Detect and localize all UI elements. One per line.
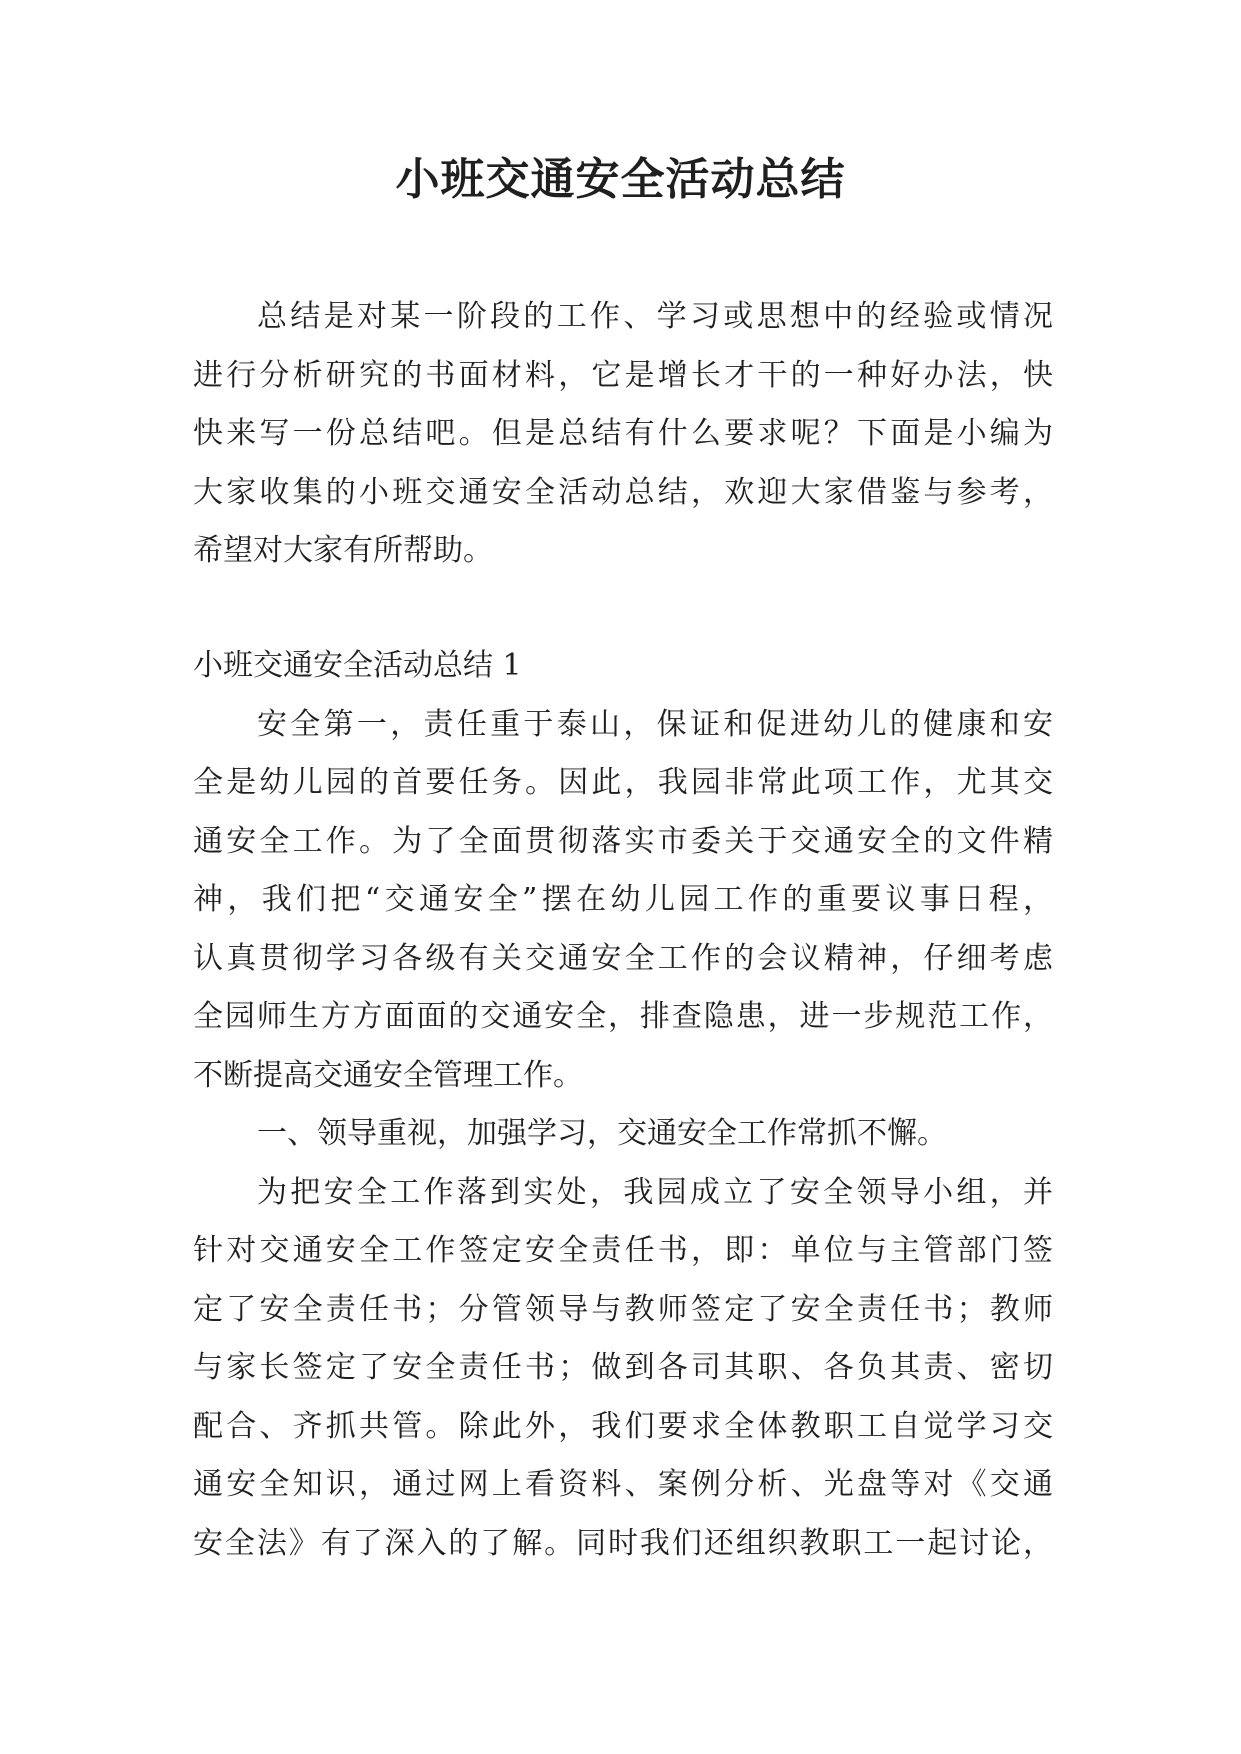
paragraph-2-line: 安全法》有了深入的了解。同时我们还组织教职工一起讨论， [193, 1525, 1053, 1561]
paragraph-2-line: 针对交通安全工作签定安全责任书，即：单位与主管部门签 [193, 1233, 1053, 1268]
paragraph-2-line: 定了安全责任书；分管领导与教师签定了安全责任书；教师 [193, 1291, 1053, 1327]
intro-line: 大家收集的小班交通安全活动总结，欢迎大家借鉴与参考， [193, 474, 1053, 510]
paragraph-2-line: 通安全知识，通过网上看资料、案例分析、光盘等对《交通 [193, 1467, 1053, 1502]
paragraph-1-line: 安全第一，责任重于泰山，保证和促进幼儿的健康和安 [257, 706, 1053, 742]
paragraph-1-line: 不断提高交通安全管理工作。 [193, 1057, 583, 1093]
paragraph-2-line: 为把安全工作落到实处，我园成立了安全领导小组，并 [257, 1174, 1053, 1210]
intro-line: 总结是对某一阶段的工作、学习或思想中的经验或情况 [257, 299, 1053, 334]
paragraph-2-line: 与家长签定了安全责任书；做到各司其职、各负其责、密切 [193, 1350, 1053, 1385]
document-title: 小班交通安全活动总结 [395, 154, 846, 205]
intro-line: 进行分析研究的书面材料，它是增长才干的一种好办法，快 [193, 357, 1053, 393]
paragraph-1-line: 全园师生方方面面的交通安全，排查隐患，进一步规范工作， [193, 999, 1053, 1034]
paragraph-1-line: 全是幼儿园的首要任务。因此，我园非常此项工作，尤其交 [193, 765, 1053, 800]
paragraph-2-line: 配合、齐抓共管。除此外，我们要求全体教职工自觉学习交 [193, 1408, 1053, 1444]
paragraph-1-line: 认真贯彻学习各级有关交通安全工作的会议精神，仔细考虑 [193, 940, 1053, 976]
intro-line: 希望对大家有所帮助。 [193, 533, 493, 568]
section-heading: 小班交通安全活动总结 1 [193, 648, 522, 683]
paragraph-1-line: 神，我们把“交通安全”摆在幼儿园工作的重要议事日程， [193, 882, 1053, 917]
intro-paragraph [193, 288, 1053, 581]
intro-line: 快来写一份总结吧。但是总结有什么要求呢？下面是小编为 [193, 416, 1053, 451]
section-1 [193, 637, 1053, 1573]
subheading-1: 一、领导重视，加强学习，交通安全工作常抓不懈。 [257, 1116, 947, 1151]
paragraph-1-line: 通安全工作。为了全面贯彻落实市委关于交通安全的文件精 [193, 823, 1053, 859]
